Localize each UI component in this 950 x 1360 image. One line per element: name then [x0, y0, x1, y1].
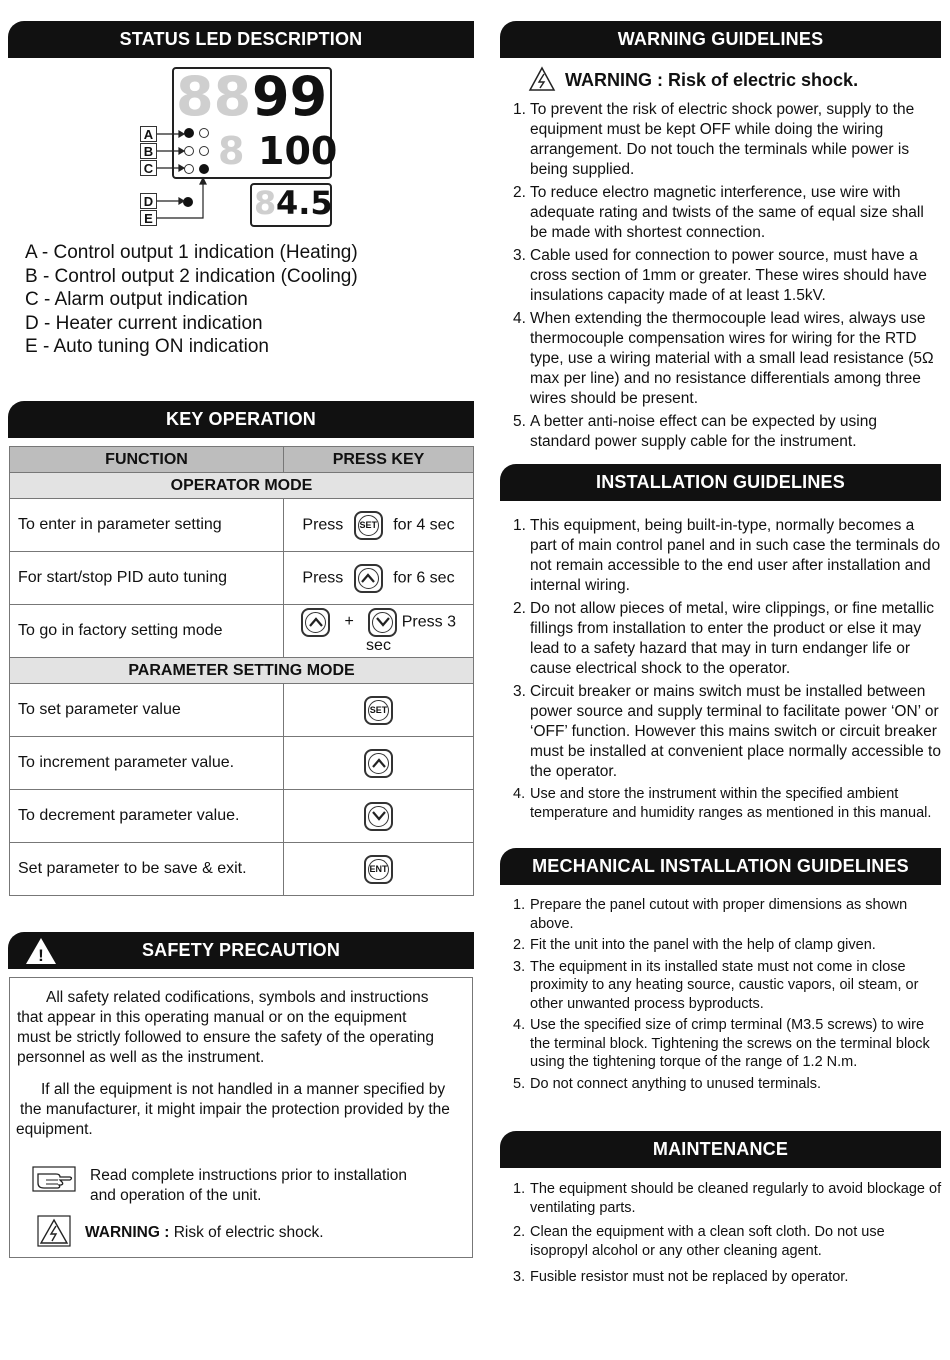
list-item: 4. Use and store the instrument within the specified ambient temperature and humidity ranges as mentioned in this manual. [513, 786, 932, 821]
down-key-icon [364, 802, 393, 831]
set-key-icon [354, 511, 383, 540]
key-cell [284, 843, 474, 896]
legend-item: C - Alarm output indication [25, 289, 248, 311]
key-cell [284, 684, 474, 737]
warning-subtitle: WARNING : Risk of electric shock. [565, 70, 859, 90]
maintenance-title: MAINTENANCE [652, 1139, 789, 1159]
maintenance-header [500, 1131, 941, 1168]
row1-digits: 99 [252, 65, 328, 128]
duration-text: for 4 sec [393, 516, 455, 534]
down-arrow-icon [368, 806, 389, 827]
maintenance-list [513, 1180, 943, 1290]
item-text: The equipment should be cleaned regularly to avoid blockage of ventilating parts. [530, 1181, 942, 1216]
electric-shock-icon [37, 1215, 71, 1247]
set-key-label: SET [358, 515, 379, 536]
item-text: Use and store the instrument within the specified ambient temperature and humidity ranges as mentioned in this manual. [530, 786, 932, 821]
warning-guidelines-header [500, 21, 941, 58]
text-line: personnel as well as the instrument. [17, 1049, 265, 1066]
table-row [10, 737, 474, 790]
text-line: Read complete instructions prior to installation [90, 1167, 408, 1184]
press-text: Press [302, 569, 344, 587]
item-text: Fit the unit into the panel with the help of clamp given. [530, 937, 876, 953]
row2-digits: 100 [258, 129, 338, 173]
table-row [10, 843, 474, 896]
list-item: 3. The equipment in its installed state must not come in close proximity to any heating source, caustic vapors, oil steam, or other unwanted process byproducts. [513, 958, 919, 1012]
electric-shock-icon [528, 66, 556, 92]
text-line: the manufacturer, it might impair the protection provided by the [20, 1101, 450, 1118]
warning-triangle-icon [24, 936, 58, 966]
list-item: 2. Clean the equipment with a clean soft cloth. Do not use isopropyl alcohol or any other cleaning agent. [513, 1224, 885, 1259]
mechanical-title: MECHANICAL INSTALLATION GUIDELINES [532, 856, 909, 876]
up-key-icon [364, 749, 393, 778]
text-line: All safety related codifications, symbols and instructions [46, 989, 429, 1006]
up-key-icon [301, 608, 330, 637]
item-text: Do not connect anything to unused terminals. [530, 1075, 821, 1092]
up-arrow-icon [368, 753, 389, 774]
legend-item: D - Heater current indication [25, 312, 263, 334]
key-operation-title: KEY OPERATION [166, 409, 316, 429]
function-cell: To set parameter value [10, 684, 284, 737]
table-row [10, 605, 474, 658]
installation-list [513, 516, 943, 825]
duration-text: for 6 sec [393, 569, 455, 587]
list-item: 2. Fit the unit into the panel with the help of clamp given. [513, 937, 876, 953]
set-key-label: SET [368, 700, 389, 721]
list-item: 3. Cable used for connection to power source, must have a cross section of 1mm or greater. These wires should have insulations capacity made of at least 1.5kV. [513, 247, 927, 304]
list-item: 1. To prevent the risk of electric shock power, supply to the equipment must be kept OFF while doing the wiring arrangement. Do not touch the terminals while power is being supplied. [513, 101, 915, 178]
key-operation-table [9, 446, 474, 896]
list-item: 2. To reduce electro magnetic interference, use wire with adequate rating and twists of the same of equal size shall be made with shortest connection. [513, 184, 924, 241]
function-cell: To go in factory setting mode [10, 605, 284, 658]
parameter-mode-label: PARAMETER SETTING MODE [10, 658, 474, 684]
mechanical-list [513, 896, 943, 1096]
table-row [10, 684, 474, 737]
key-cell [284, 790, 474, 843]
row1-dim-digits: 88 [176, 65, 252, 128]
list-item: 3. Circuit breaker or mains switch must be installed between power source and supply terminal to facilitate power ‘ON’ or ‘OFF’ function. However this mains switch or circuit breaker must be installed at convenient place normally accessible to the operator. [513, 683, 941, 780]
key-cell [284, 552, 474, 605]
mechanical-header [500, 848, 941, 885]
row3-digits: 4.5 [276, 184, 333, 222]
item-text: Use the specified size of crimp terminal (M3.5 screws) to wire the terminal block. Tightening the screws on the terminal block using the tightening torque of the range of 1.2 N.m. [530, 1017, 930, 1070]
list-item: 1. This equipment, being built-in-type, normally becomes a part of main control panel and in such case the terminals do not remain accessible to the end user after installation and internal wiring. [513, 517, 941, 594]
list-item: 2. Do not allow pieces of metal, wire clippings, or fine metallic fillings from installation to enter the product or else it may lead to a safety hazard that may in turn endanger life or cause electrical shock to the operator. [513, 600, 935, 677]
legend-item: A - Control output 1 indication (Heating) [25, 242, 358, 263]
key-cell [284, 605, 474, 658]
item-text: This equipment, being built-in-type, normally becomes a part of main control panel and in such case the terminals do not remain accessible to the end user after installation and internal wiring. [530, 517, 941, 594]
pointing-hand-icon [32, 1166, 76, 1192]
label-b: B [140, 143, 157, 159]
function-cell: For start/stop PID auto tuning [10, 552, 284, 605]
text-line: equipment. [16, 1121, 93, 1138]
press-text: Press [302, 516, 344, 534]
operator-mode-label: OPERATOR MODE [10, 473, 474, 499]
read-instructions-text [90, 1166, 407, 1206]
col-function: FUNCTION [10, 447, 284, 473]
row3-dim-digits: 8 [254, 184, 277, 222]
function-cell: Set parameter to be save & exit. [10, 843, 284, 896]
item-text: Circuit breaker or mains switch must be installed between power source and supply terminal to facilitate power ‘ON’ or ‘OFF’ function. However this mains switch or circuit breaker must be installed at convenient place normally accessible to the operator. [530, 683, 941, 780]
ent-key-icon [364, 855, 393, 884]
key-cell [284, 737, 474, 790]
operator-mode-row [10, 473, 474, 499]
row2-dim-digits: 8 [218, 129, 245, 173]
led-arrows [155, 120, 215, 230]
item-text: Cable used for connection to power source, must have a cross section of 1mm or greater. These wires should have insulations capacity made of at least 1.5kV. [530, 247, 927, 304]
text-line: that appear in this operating manual or on the equipment [17, 1009, 407, 1026]
list-item: 5. A better anti-noise effect can be expected by using standard power supply cable for the instrument. [513, 413, 877, 450]
item-text: Fusible resistor must not be replaced by operator. [530, 1269, 849, 1285]
warning-text: Risk of electric shock. [173, 1224, 324, 1241]
list-item: 1. The equipment should be cleaned regularly to avoid blockage of ventilating parts. [513, 1181, 942, 1216]
table-row [10, 790, 474, 843]
safety-header [8, 932, 474, 969]
text-line: and operation of the unit. [90, 1187, 262, 1204]
item-text: Clean the equipment with a clean soft cloth. Do not use isopropyl alcohol or any other cleaning agent. [530, 1224, 885, 1259]
col-press-key: PRESS KEY [284, 447, 474, 473]
list-item: 3. Fusible resistor must not be replaced by operator. [513, 1269, 849, 1285]
duration-text: Press 3 sec [366, 613, 456, 654]
text-line: must be strictly followed to ensure the safety of the operating [17, 1029, 435, 1046]
up-arrow-icon [358, 568, 379, 589]
led-legend [25, 241, 358, 359]
list-item: 4. Use the specified size of crimp terminal (M3.5 screws) to wire the terminal block. Tightening the screws on the terminal block using the tightening torque of the range of 1.2 N.m. [513, 1017, 930, 1070]
legend-item: E - Auto tuning ON indication [25, 336, 269, 358]
label-a: A [140, 126, 157, 142]
label-c: C [140, 160, 157, 176]
table-row [10, 552, 474, 605]
warning-label: WARNING : [85, 1224, 170, 1241]
item-text: Do not allow pieces of metal, wire clippings, or fine metallic fillings from installation to enter the product or else it may lead to a safety hazard that may in turn endanger life or cause electrical shock to the operator. [530, 600, 935, 677]
table-row [10, 499, 474, 552]
legend-item: B - Control output 2 indication (Cooling) [25, 265, 358, 287]
function-cell: To increment parameter value. [10, 737, 284, 790]
key-operation-header [8, 401, 474, 438]
item-text: The equipment in its installed state must not come in close proximity to any heating source, caustic vapors, oil steam, or other unwanted process byproducts. [530, 958, 919, 1012]
item-text: To prevent the risk of electric shock power, supply to the equipment must be kept OFF while doing the wiring arrangement. Do not touch the terminals while power is being supplied. [530, 101, 915, 178]
up-arrow-icon [305, 612, 326, 633]
status-led-title: STATUS LED DESCRIPTION [119, 29, 363, 49]
down-key-icon [368, 608, 397, 637]
table-header-row [10, 447, 474, 473]
safety-paragraph-2 [16, 1080, 474, 1140]
installation-title: INSTALLATION GUIDELINES [596, 472, 845, 492]
text-line: If all the equipment is not handled in a manner specified by [41, 1081, 446, 1098]
safety-warning-line [85, 1223, 324, 1243]
label-e: E [140, 210, 157, 226]
label-d: D [140, 193, 157, 209]
svg-text:!: ! [38, 946, 44, 965]
up-key-icon [354, 564, 383, 593]
warning-guidelines-title: WARNING GUIDELINES [617, 29, 824, 49]
set-key-icon [364, 696, 393, 725]
parameter-mode-row [10, 658, 474, 684]
item-text: Prepare the panel cutout with proper dimensions as shown above. [530, 897, 908, 932]
item-text: When extending the thermocouple lead wires, always use thermocouple compensation wires for wiring for the RTD type, use a wiring material with a small lead resistance (5Ω max per line) and no resistance differentials among three wires should be present. [530, 310, 934, 407]
list-item: 4. When extending the thermocouple lead wires, always use thermocouple compensation wires for wiring for the RTD type, use a wiring material with a small lead resistance (5Ω max per line) and no resistance differentials among three wires should be present. [513, 310, 934, 407]
function-cell: To decrement parameter value. [10, 790, 284, 843]
function-cell: To enter in parameter setting [10, 499, 284, 552]
key-cell [284, 499, 474, 552]
list-item: 5. Do not connect anything to unused terminals. [513, 1075, 821, 1092]
list-item: 1. Prepare the panel cutout with proper dimensions as shown above. [513, 897, 908, 932]
ent-key-label: ENT [368, 859, 389, 880]
plus-sign: + [344, 613, 354, 631]
item-text: To reduce electro magnetic interference, use wire with adequate rating and twists of the same of equal size shall be made with shortest connection. [530, 184, 924, 241]
warning-list [513, 100, 941, 455]
down-arrow-icon [372, 612, 393, 633]
safety-paragraph-1 [17, 988, 472, 1068]
status-led-header [8, 21, 474, 58]
installation-header [500, 464, 941, 501]
safety-title: SAFETY PRECAUTION [141, 940, 341, 960]
item-text: A better anti-noise effect can be expected by using standard power supply cable for the instrument. [530, 413, 877, 450]
